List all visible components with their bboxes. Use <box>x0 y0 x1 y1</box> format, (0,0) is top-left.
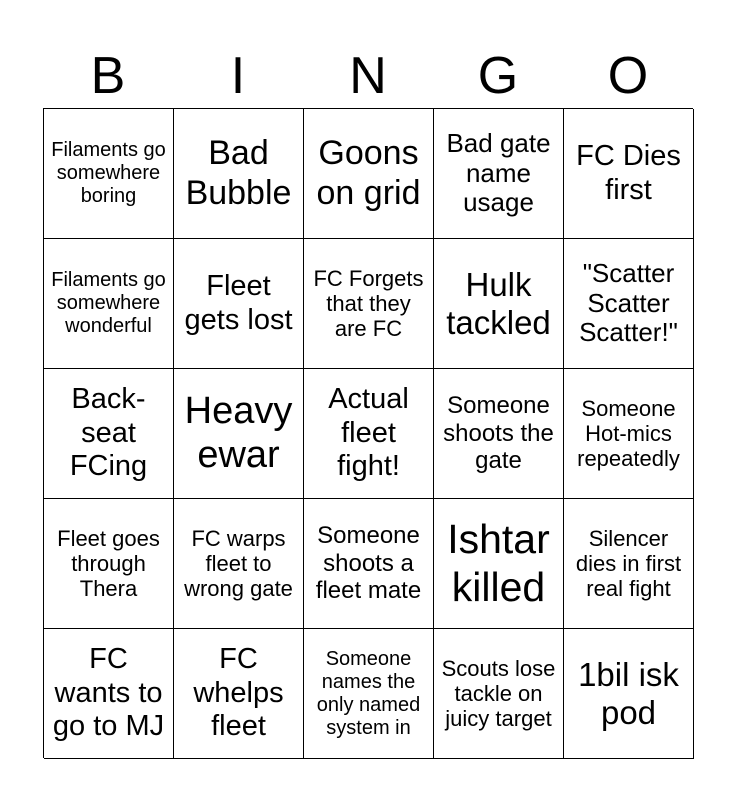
header-letter-g: G <box>477 47 519 105</box>
bingo-cell-text: Actual fleet fight! <box>328 383 409 483</box>
bingo-cell-text: Someone shoots a fleet mate <box>315 522 422 605</box>
bingo-cell[interactable] <box>564 239 694 369</box>
bingo-cell-text: FC Dies first <box>576 140 681 206</box>
bingo-cell[interactable] <box>174 239 304 369</box>
bingo-cell[interactable] <box>564 629 694 759</box>
bingo-cell[interactable] <box>174 499 304 629</box>
header-letter-b: B <box>90 47 126 105</box>
bingo-cell-text: FC Forgets that they are FC <box>313 265 424 342</box>
bingo-cell[interactable] <box>304 629 434 759</box>
bingo-grid <box>43 108 693 758</box>
bingo-cell-text: Someone names the only named system in <box>316 647 421 739</box>
bingo-cell-text: Goons on grid <box>316 134 421 212</box>
header-letter-i: I <box>230 47 246 105</box>
bingo-cell-text: Silencer dies in first real fight <box>575 525 682 602</box>
bingo-cell[interactable] <box>174 109 304 239</box>
bingo-cell[interactable] <box>304 499 434 629</box>
bingo-cell[interactable] <box>44 369 174 499</box>
bingo-cell-text: Someone shoots the gate <box>443 392 554 475</box>
bingo-cell-text: Heavy ewar <box>184 389 293 476</box>
bingo-cell-text: FC warps fleet to wrong gate <box>184 525 293 602</box>
header-letter-n: N <box>349 47 387 105</box>
header-letter-o: O <box>607 47 649 105</box>
bingo-cell[interactable] <box>434 629 564 759</box>
bingo-cell[interactable] <box>174 369 304 499</box>
bingo-cell[interactable] <box>564 369 694 499</box>
bingo-cell[interactable] <box>434 109 564 239</box>
bingo-cell-text: Filaments go somewhere boring <box>51 139 166 207</box>
bingo-cell[interactable] <box>304 239 434 369</box>
bingo-cell[interactable] <box>44 499 174 629</box>
bingo-cell[interactable] <box>564 499 694 629</box>
bingo-cell-text: Fleet gets lost <box>184 270 293 336</box>
bingo-cell-text: Scouts lose tackle on juicy target <box>441 655 556 732</box>
bingo-cell-text: FC wants to go to MJ <box>52 643 165 743</box>
bingo-cell-text: FC whelps fleet <box>193 643 284 743</box>
bingo-cell-text: Fleet goes through Thera <box>57 525 160 602</box>
bingo-cell-text: "Scatter Scatter Scatter!" <box>579 257 678 348</box>
bingo-cell[interactable] <box>44 629 174 759</box>
bingo-cell-text: Back-seat FCing <box>69 383 148 483</box>
bingo-cell-text: Hulk tackled <box>446 265 551 341</box>
bingo-cell-text: Ishtar killed <box>447 516 550 610</box>
bingo-cell-text: Filaments go somewhere wonderful <box>51 269 166 337</box>
bingo-cell[interactable] <box>434 499 564 629</box>
bingo-cell-text: Bad Bubble <box>185 134 292 212</box>
bingo-cell[interactable] <box>304 109 434 239</box>
bingo-header <box>43 46 693 106</box>
bingo-cell[interactable] <box>434 369 564 499</box>
bingo-cell[interactable] <box>174 629 304 759</box>
bingo-cell-text: Bad gate name usage <box>446 127 551 218</box>
bingo-cell[interactable] <box>434 239 564 369</box>
bingo-cell[interactable] <box>44 239 174 369</box>
bingo-cell[interactable] <box>304 369 434 499</box>
bingo-cell[interactable] <box>44 109 174 239</box>
bingo-cell-text: Someone Hot-mics repeatedly <box>577 395 680 472</box>
bingo-cell[interactable] <box>564 109 694 239</box>
bingo-cell-text: 1bil isk pod <box>578 655 679 731</box>
